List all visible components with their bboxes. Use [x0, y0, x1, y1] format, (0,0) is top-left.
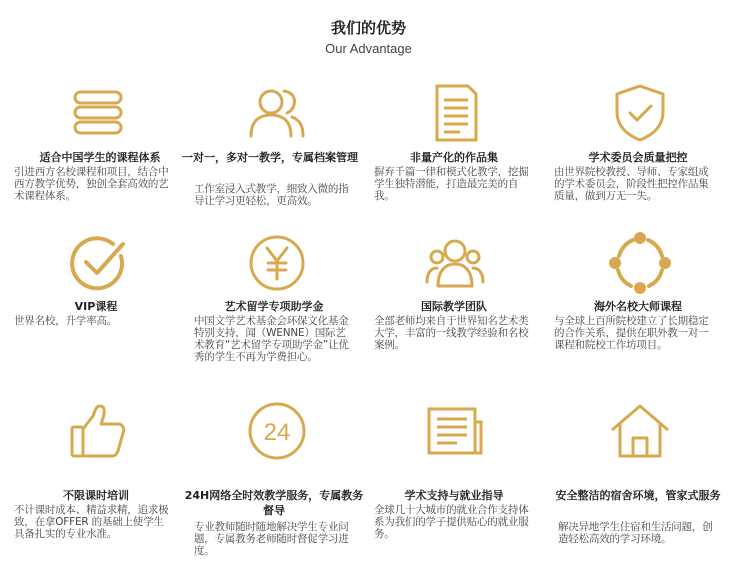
users-icon	[246, 82, 308, 144]
thumbs-up-icon	[67, 400, 129, 462]
yuan-coin-icon	[246, 232, 308, 294]
advantage-title: 一对一，多对一教学，专属档案管理	[182, 151, 358, 164]
advantage-title: 安全整洁的宿舍环境，管家式服务	[555, 489, 721, 502]
advantage-desc: 引进西方名校课程和项目，结合中西方教学优势，独创全套高效的艺术课程体系。	[14, 166, 169, 202]
advantage-desc: 全球几十大城市的就业合作支持体系为我们的学子提供贴心的就业服务。	[374, 504, 529, 540]
advantage-desc: 专业教师随时随地解决学生专业问题，专属教务老师随时督促学习进度。	[194, 521, 349, 557]
section-subtitle: Our Advantage	[325, 41, 412, 56]
advantage-title: 非量产化的作品集	[410, 151, 498, 164]
advantage-title: VIP课程	[74, 300, 118, 313]
stack-icon	[67, 82, 129, 144]
24h-icon-text: 24	[263, 419, 291, 446]
advantage-desc: 中国文学艺术基金会环保文化基金特别支持，闻（WENNE）国际艺术教育“艺术留学专项助学金”让优秀的学生不再为学费担心。	[194, 315, 349, 363]
advantage-desc: 全部老师均来自于世界知名艺术类大学，丰富的一线教学经验和名校案例。	[374, 315, 529, 351]
advantage-desc: 工作室浸入式教学，细致入微的指导让学习更轻松，更高效。	[194, 183, 349, 207]
advantage-row	[14, 408, 737, 568]
advantage-desc: 摒弃千篇一律和模式化教学，挖掘学生独特潜能，打造最完美的自我。	[374, 166, 529, 202]
network-icon	[609, 232, 671, 294]
advantage-desc: 由世界院校教授、导师、专家组成的学术委员会，阶段性把控作品集质量，做到万无一失。	[554, 166, 709, 202]
advantage-row	[14, 242, 737, 408]
newspaper-icon	[424, 400, 486, 462]
advantage-title: 艺术留学专项助学金	[224, 300, 324, 313]
advantage-title: 国际教学团队	[421, 300, 487, 313]
checkmark-circle-icon	[67, 232, 129, 294]
advantage-desc: 不计课时成本、精益求精，追求极致，在拿OFFER 的基础上使学生具备扎实的专业水准。	[14, 504, 169, 540]
advantage-desc: 与全球上百所院校建立了长期稳定的合作关系，提供在职外教一对一课程和院校工作坊项目。	[554, 315, 709, 351]
24h-icon	[246, 400, 308, 462]
advantage-title: 学术支持与就业指导	[404, 489, 504, 502]
advantage-desc: 解决异地学生住宿和生活问题，创造轻松高效的学习环境。	[558, 521, 713, 545]
document-icon	[424, 82, 486, 144]
section-header	[0, 18, 737, 57]
section-title: 我们的优势	[330, 19, 406, 37]
advantage-grid	[14, 82, 737, 568]
house-icon	[609, 400, 671, 462]
advantage-title: 海外名校大师课程	[594, 300, 682, 313]
team-icon	[424, 232, 486, 294]
advantage-title: 不限课时培训	[63, 489, 129, 502]
advantage-title: 24H网络全时效教学服务，专属教务督导	[184, 489, 364, 517]
advantage-desc: 世界名校，升学率高。	[14, 315, 117, 327]
advantage-title: 学术委员会质量把控	[588, 151, 688, 164]
advantage-title: 适合中国学生的课程体系	[39, 151, 161, 164]
advantage-row	[14, 82, 737, 242]
shield-check-icon	[609, 82, 671, 144]
